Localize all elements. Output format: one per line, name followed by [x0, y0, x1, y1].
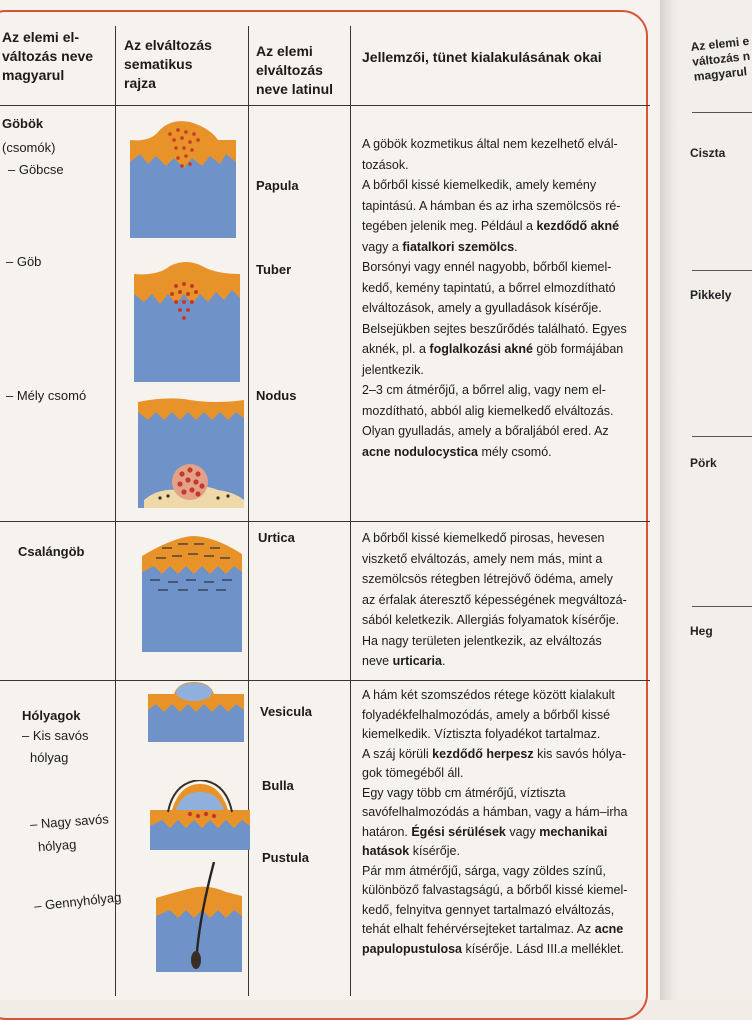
right-page-pikkely: Pikkely — [690, 288, 732, 302]
book-spine — [660, 0, 680, 1000]
right-page-divider-1 — [692, 270, 752, 271]
pustula-illustration — [156, 862, 242, 972]
row-divider-holyag — [0, 680, 650, 681]
latin-nodus: Nodus — [256, 388, 297, 403]
description-urtica: A bőrből kissé kiemelkedő pirosas, hevesen viszkető elváltozás, amely nem más, mint a szemölcsös rétegben létrejövő ödéma, amely az érfalak áteresztő képességének megváltozá- sából keletkezik. Allergiás folyamatok kísérője. Ha nagy területen jelentkezik, az elváltozás neve urticaria. — [362, 531, 627, 668]
vesicula-illustration — [148, 676, 244, 742]
label-gennyholyag: – Gennyhólyag — [33, 889, 122, 914]
right-page-divider-0 — [692, 112, 752, 113]
latin-urtica: Urtica — [258, 530, 295, 545]
label-gobcse: – Göbcse — [8, 162, 64, 177]
papula-illustration — [130, 118, 236, 238]
col-divider-3 — [350, 26, 351, 996]
nodus-illustration — [138, 392, 244, 508]
label-kis-savos: – Kis savós — [22, 728, 89, 743]
right-page-divider-3 — [692, 606, 752, 607]
description-gobok: A göbök kozmetikus által nem kezelhető elvál- tozások. A bőrből kissé kiemelkedik, amely kemény tapintású. A hámban és az irha szemölcsös ré- tegében jelenik meg. Például a kezdődő akné vagy a fiatalkori szemölcs. Borsónyi vagy ennél nagyobb, bőrből kiemel- kedő, kemény tapintatú, a bőrrel elmozdítható elváltozások, amely a gyulladások kísérője. Belsejükben sejtes beszűrődés található. Egyes aknék, pl. a foglalkozási akné göb formájában jelentkezik. 2–3 cm átmérőjű, a bőrrel alig, vagy nem el- mozdítható, abból alig kiemelkedő elváltozás. Olyan gyulladás, amely a bőraljából ered. Az acne nodulocystica mély csomó. — [362, 137, 627, 459]
col-divider-2 — [248, 26, 249, 996]
label-holyag-1: hólyag — [30, 750, 69, 765]
latin-papula: Papula — [256, 178, 299, 193]
label-csomok: (csomók) — [2, 140, 56, 155]
latin-tuber: Tuber — [256, 262, 292, 277]
header-characteristics: Jellemzői, tünet kialakulásának okai — [362, 49, 602, 65]
label-csalangob: Csalángöb — [18, 544, 85, 559]
right-page-heg: Heg — [690, 624, 713, 638]
header-hungarian-name: Az elemi el- változás neve magyarul — [2, 29, 94, 83]
latin-pustula: Pustula — [262, 850, 309, 865]
label-nagy-savos: – Nagy savós — [29, 811, 110, 832]
col-divider-1 — [115, 26, 116, 996]
header-latin-name: Az elemi elváltozás neve latinul — [256, 43, 334, 97]
header-divider — [0, 105, 650, 106]
row-divider-urtica — [0, 521, 650, 522]
latin-bulla: Bulla — [262, 778, 294, 793]
label-gobok: Göbök — [2, 116, 44, 131]
label-holyagok: Hólyagok — [22, 708, 81, 723]
label-gob: – Göb — [6, 254, 42, 269]
label-mely-csomo: – Mély csomó — [6, 388, 87, 403]
tuber-illustration — [134, 260, 240, 382]
header-schematic: Az elváltozás sematikus rajza — [124, 37, 212, 91]
right-page-divider-2 — [692, 436, 752, 437]
urtica-illustration — [142, 528, 242, 652]
latin-vesicula: Vesicula — [260, 704, 313, 719]
right-page-header: Az elemi e változás n magyarul — [690, 33, 751, 84]
label-holyag-2: hólyag — [37, 836, 77, 855]
right-page-ciszta: Ciszta — [690, 146, 726, 160]
bulla-illustration — [150, 780, 250, 850]
right-page-pork: Pörk — [690, 456, 717, 470]
description-holyag: A hám két szomszédos rétege között kialakult folyadékfelhalmozódás, amely a bőrből kissé kiemelkedik. Víztiszta folyadékot tartalmaz. A száj körüli kezdődő herpesz kis savós hólya- gok tömegéből áll. Egy vagy több cm átmérőjű, víztiszta savófelhalmozódás a hámban, vagy a hám–irha határon. Égési sérülések vagy mechanikai hatások kísérője. Pár mm átmérőjű, sárga, vagy zöldes színű, különböző falvastagságú, a bőrből kissé kiemel- kedő, felnyitva gennyet tartalmazó elváltozás, tehát elhalt fehérvérsejteket tartalmaz. Az acne papulopustulosa kísérője. Lásd III.a melléklet. — [362, 688, 628, 956]
